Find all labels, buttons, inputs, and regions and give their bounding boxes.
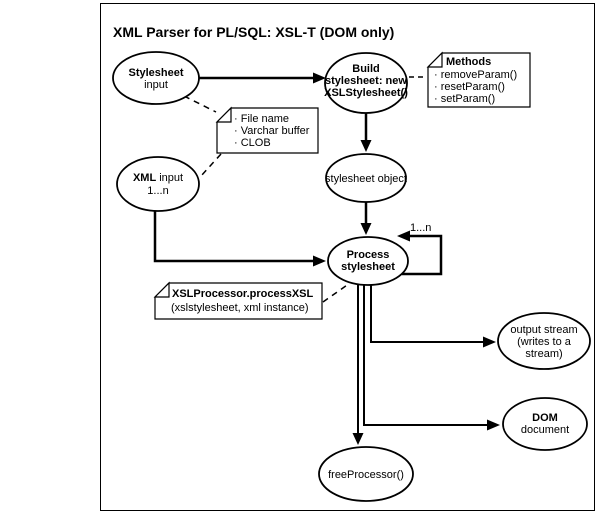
output-stream-label-line3: stream) xyxy=(525,348,563,360)
self-loop-cardinality-label: 1...n xyxy=(410,222,432,234)
dom-document-label-line2: document xyxy=(520,424,570,436)
arrowhead-into-dom-document xyxy=(487,420,500,431)
process-call-note-fold-icon xyxy=(155,283,169,297)
methods-note-item: · setParam() xyxy=(434,93,496,105)
connector-process-to-output-stream xyxy=(371,283,484,342)
note-methods xyxy=(428,53,530,107)
build-label-line3: XSLStylesheet() xyxy=(324,87,408,99)
arrowhead-into-process-left xyxy=(313,256,326,267)
diagram-title: XML Parser for PL/SQL: XSL-T (DOM only) xyxy=(113,24,395,40)
arrowhead-self-loop xyxy=(397,231,410,242)
build-label-line2: stylesheet: new xyxy=(325,75,407,87)
xml-input-label-rest: input xyxy=(159,172,184,184)
connector-process-to-dom-document xyxy=(364,284,488,425)
input-types-note-item: · CLOB xyxy=(234,137,271,149)
dom-document-label-line1: DOM xyxy=(532,412,558,424)
process-label-line1: Process xyxy=(346,249,390,261)
note-process-call xyxy=(155,283,322,319)
connector-process-self-loop xyxy=(402,236,441,274)
process-label-line2: stylesheet xyxy=(341,261,395,273)
input-types-note-item: · File name xyxy=(234,113,290,125)
methods-note-title: Methods xyxy=(446,56,492,68)
xml-input-label-bold: XML xyxy=(132,172,157,184)
node-process-stylesheet xyxy=(328,237,408,285)
methods-note-item: · resetParam() xyxy=(434,81,505,93)
free-processor-label: freeProcessor() xyxy=(328,469,404,481)
node-stylesheet-object xyxy=(325,154,407,202)
arrowhead-into-free-processor xyxy=(353,433,364,445)
node-dom-document xyxy=(503,398,587,450)
connector-stylesheet-input-to-input-types-note xyxy=(184,96,216,112)
stylesheet-input-label-line1: Stylesheet xyxy=(128,67,184,79)
methods-note-item: · removeParam() xyxy=(434,69,518,81)
stylesheet-object-label: stylesheet object xyxy=(325,173,407,185)
note-input-types xyxy=(217,108,318,153)
stylesheet-input-label-line2: input xyxy=(144,79,168,91)
input-types-note-item: · Varchar buffer xyxy=(234,125,310,137)
connector-process-call-note-to-process xyxy=(323,283,350,302)
node-build-stylesheet xyxy=(324,53,408,113)
node-xml-input xyxy=(117,157,199,211)
connector-input-types-note-to-xml-input xyxy=(201,154,221,176)
xml-input-label-line2: 1...n xyxy=(147,185,169,197)
process-call-note-line1: XSLProcessor.processXSL xyxy=(172,288,314,300)
arrowhead-into-output-stream xyxy=(483,337,496,348)
output-stream-label-line2: (writes to a xyxy=(517,336,571,348)
node-stylesheet-input xyxy=(113,52,199,104)
xml-input-ellipse xyxy=(117,157,199,211)
connector-xml-input-to-process xyxy=(155,209,314,261)
build-label-line1: Build xyxy=(352,63,380,75)
output-stream-label-line1: output stream xyxy=(510,324,578,336)
node-output-stream xyxy=(498,313,590,369)
input-types-note-fold-icon xyxy=(217,108,231,122)
methods-note-fold-icon xyxy=(428,53,442,67)
process-call-note-line2: (xslstylesheet, xml instance) xyxy=(171,302,309,314)
node-free-processor xyxy=(319,447,413,501)
arrowhead-into-process-top xyxy=(361,223,372,235)
arrowhead-into-stylesheet-object xyxy=(361,140,372,152)
